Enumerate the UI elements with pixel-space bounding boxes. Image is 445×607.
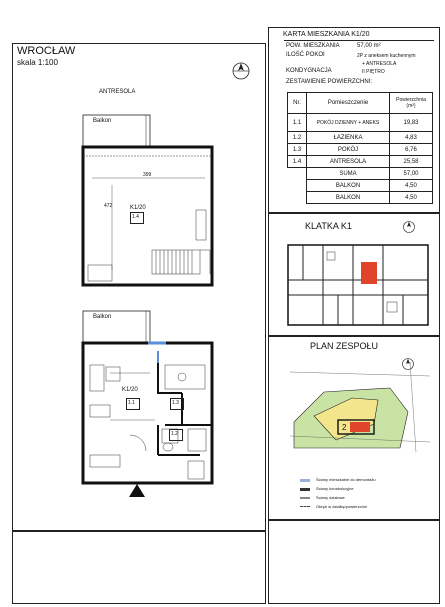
table-row — [288, 114, 433, 132]
legend-swatch-3 — [300, 497, 310, 499]
legend-label-3: Ściany działowe — [316, 495, 345, 500]
upper-unit-code: K1/20 — [130, 205, 146, 211]
header-area: Powierzchnia (m²) — [390, 93, 433, 114]
upper-room-number: 1.4 — [132, 214, 139, 220]
row-room: POKÓJ — [307, 144, 390, 156]
balcony-row — [288, 192, 433, 204]
table-row — [288, 144, 433, 156]
scale-label: skala 1:100 — [17, 58, 58, 67]
legend-swatch-2 — [300, 488, 310, 491]
legend-label-1: Ściany mieszkalne do demontażu — [316, 477, 376, 482]
sum-blank — [288, 168, 307, 180]
klatka-compass-icon — [402, 220, 416, 234]
row-nr: 1.2 — [288, 132, 307, 144]
area-value: 57,00 m² — [357, 43, 381, 49]
lower-floor-plan — [70, 305, 230, 505]
site-plan — [290, 362, 430, 452]
row-room: POKÓJ DZIENNY + ANEKS — [307, 114, 390, 132]
floor-label: KONDYGNACJA — [286, 68, 332, 74]
sum-label: SUMA — [307, 168, 390, 180]
building-number: 2 — [342, 423, 347, 432]
row-area: 6,76 — [390, 144, 433, 156]
row-nr: 1.3 — [288, 144, 307, 156]
legend-swatch-4 — [300, 506, 310, 507]
balcony-value: 4,50 — [390, 192, 433, 204]
plan-title: PLAN ZESPOŁU — [310, 341, 379, 351]
upper-dim-height: 472 — [104, 203, 113, 209]
rooms-label: ILOŚĆ POKOI — [286, 52, 325, 58]
balcony-value: 4,50 — [390, 180, 433, 192]
lower-unit-code: K1/20 — [122, 387, 138, 393]
balcony-blank — [288, 180, 307, 192]
table-row — [288, 132, 433, 144]
table-header-row — [288, 93, 433, 114]
balcony-label: BALKON — [307, 180, 390, 192]
north-arrow-icon — [230, 60, 252, 82]
right-bottom-frame — [268, 519, 440, 604]
header-room: Pomieszczenie — [307, 93, 390, 114]
upper-dim-width: 399 — [143, 172, 152, 178]
lower-room-2-number: 1.2 — [171, 431, 178, 437]
klatka-floor-plan — [283, 240, 433, 330]
lower-room-1-number: 1.1 — [128, 400, 135, 406]
upper-floor-plan — [70, 100, 230, 300]
row-nr: 1.4 — [288, 156, 307, 168]
row-nr: 1.1 — [288, 114, 307, 132]
entrance-arrow-icon — [128, 484, 146, 498]
lower-balcony-label: Balkon — [93, 314, 112, 320]
floor-value: II PIĘTRO — [362, 69, 385, 75]
summary-title: ZESTAWIENIE POWIERZCHNI: — [286, 79, 373, 85]
legend-label-4: Obręb w działkę/powierzchni — [316, 504, 367, 509]
row-area: 19,83 — [390, 114, 433, 132]
table-sum-row — [288, 168, 433, 180]
balcony-row — [288, 180, 433, 192]
legend-swatch-1 — [300, 479, 310, 482]
rooms-table — [287, 92, 433, 204]
city-title: WROCŁAW — [17, 45, 76, 57]
klatka-title: KLATKA K1 — [305, 221, 352, 231]
row-area: 4,83 — [390, 132, 433, 144]
balcony-blank — [288, 192, 307, 204]
rooms-value-2: + ANTRESOLA — [362, 61, 397, 67]
sum-value: 57,00 — [390, 168, 433, 180]
balcony-label: BALKON — [307, 192, 390, 204]
area-label: POW. MIESZKANIA — [286, 43, 340, 49]
rooms-value-1: 2P z aneksem kuchennym — [357, 53, 416, 59]
row-room: ŁAZIENKA — [307, 132, 390, 144]
upper-floor-label: ANTRESOLA — [99, 89, 136, 95]
row-area: 25,58 — [390, 156, 433, 168]
card-title-rule — [284, 40, 434, 41]
legend-label-2: Ściany konstrukcyjne — [316, 486, 354, 491]
lower-room-3-number: 1.3 — [172, 400, 179, 406]
card-title: KARTA MIESZKANIA K1/20 — [283, 31, 370, 38]
header-nr: Nr. — [288, 93, 307, 114]
upper-balcony-label: Balkon — [93, 118, 112, 124]
table-row — [288, 156, 433, 168]
row-room: ANTRESOLA — [307, 156, 390, 168]
left-bottom-frame — [12, 530, 266, 604]
